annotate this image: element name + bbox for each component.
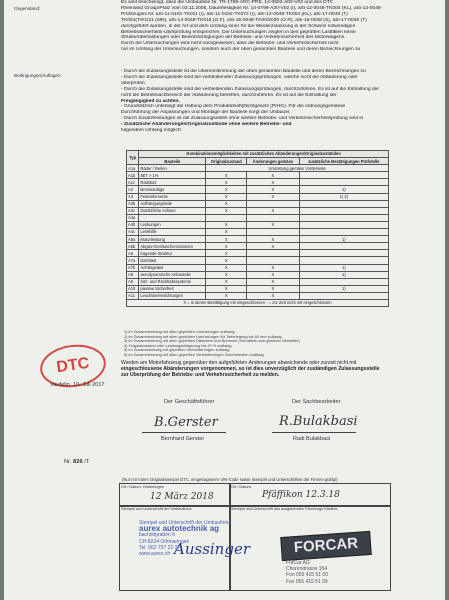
table-row bbox=[127, 221, 389, 228]
table-cell-zus: 1) bbox=[299, 271, 388, 278]
document-number: Nr. 826 /T bbox=[64, 459, 90, 465]
label-ort-datum-right: Ort / Datum: bbox=[231, 485, 252, 489]
table-cell-zus bbox=[299, 221, 388, 228]
table-row bbox=[127, 236, 389, 243]
table-cell-aend bbox=[247, 200, 299, 207]
table-cell-orig: X bbox=[206, 236, 247, 243]
place-date: Vaufelin, 10. Juli 2017 bbox=[50, 382, 105, 388]
table-row bbox=[127, 292, 389, 299]
signature-right: R.Bulakbasi bbox=[279, 414, 358, 429]
table-row bbox=[127, 172, 389, 179]
table-cell-typ: A1c bbox=[127, 179, 139, 186]
modifications-table bbox=[126, 150, 389, 307]
table-cell-bauteil: Lenkungen bbox=[139, 221, 206, 228]
table-cell-bauteil: Leuchten/einrichtungen bbox=[139, 292, 206, 299]
table-row bbox=[127, 186, 389, 193]
table-cell-typ: A5b bbox=[127, 243, 139, 250]
table-cell-bauteil: Abgas-/Geräuschemissionen bbox=[139, 243, 206, 250]
table-header-title: Kombinationsmöglichkeiten mit zusätzlichen Abänderungen/Originalzuständen bbox=[139, 151, 389, 158]
signature-line-right bbox=[272, 432, 356, 433]
aurex-stamp: Stempel und Unterschrift der Umbaufirma aurex autotechnik ag bachtelgraben 6 CH-8224 Othmaringen Tel. 062 797 22 27 www.aurex.ch bbox=[139, 520, 232, 558]
table-cell-bauteil: passive Sicherheit bbox=[139, 285, 206, 292]
table-cell-typ: A3b bbox=[127, 200, 139, 207]
table-cell-bauteil: tragende Struktur bbox=[139, 250, 206, 257]
table-row bbox=[127, 271, 389, 278]
table-cell-typ: A3c bbox=[127, 207, 139, 214]
table-cell-bauteil: Dachlast bbox=[139, 257, 206, 264]
table-cell-zus bbox=[299, 229, 388, 236]
table-cell-orig: X bbox=[206, 229, 247, 236]
table-cell-zus bbox=[299, 179, 388, 186]
table-cell-typ: A1b bbox=[127, 172, 139, 179]
table-row bbox=[127, 200, 389, 207]
table-row bbox=[127, 207, 389, 214]
table-cell-aend bbox=[247, 257, 299, 264]
table-header-originalzustand: Originalzustand bbox=[206, 158, 247, 165]
table-cell-orig bbox=[206, 214, 247, 221]
table-cell-typ: A2 bbox=[127, 186, 139, 193]
table-legend: X = in dieser Bestätigung mit eingeschlossen - = zur Zeit nicht mit eingeschlossen bbox=[127, 299, 389, 306]
table-cell-aend: X bbox=[247, 271, 299, 278]
table-cell-bauteil: aerodynamische Anbauteile bbox=[139, 271, 206, 278]
table-cell-zus bbox=[299, 172, 388, 179]
table-cell-aend bbox=[247, 229, 299, 236]
table-cell-zus bbox=[299, 292, 388, 299]
table-row bbox=[127, 285, 389, 292]
table-cell-orig: X bbox=[206, 257, 247, 264]
table-cell-bauteil: Anhängelast bbox=[139, 264, 206, 271]
table-cell-bauteil: äET > 1% bbox=[139, 172, 206, 179]
table-cell-aend bbox=[247, 214, 299, 221]
table-cell-aend: X bbox=[247, 179, 299, 186]
table-cell-typ: A7b bbox=[127, 264, 139, 271]
table-cell-aend: X bbox=[247, 207, 299, 214]
table-cell-aend: X bbox=[247, 221, 299, 228]
signature-line-left bbox=[142, 432, 226, 433]
table-header-zusaetzliche: zusätzliche Bestätigungen Prüfstelle bbox=[299, 158, 388, 165]
table-cell-orig: X bbox=[206, 285, 247, 292]
table-cell-typ: A4b bbox=[127, 221, 139, 228]
label-stempel-kunde: Stempel und Unterschrift des ausgebenden Fahrzeugs Käufers: bbox=[231, 507, 339, 511]
table-cell-bauteil: Bremsanlage bbox=[139, 186, 206, 193]
role-geschaeftsfuehrer: Der Geschäftsführer bbox=[164, 399, 215, 405]
table-cell-typ: A11 bbox=[127, 292, 139, 299]
table-cell-bauteil: Zusätzliche Achsen bbox=[139, 207, 206, 214]
table-cell-bauteil: Radstutz bbox=[139, 179, 206, 186]
table-cell-bauteil: Räder / Reifen bbox=[139, 165, 206, 172]
table-row bbox=[127, 257, 389, 264]
table-row bbox=[127, 214, 389, 221]
label-bedingungen: Bedingungen/Auflagen: bbox=[14, 73, 62, 78]
table-cell-zus: 1) 2) bbox=[299, 193, 388, 200]
table-cell-zus bbox=[299, 257, 388, 264]
table-cell-orig: X bbox=[206, 292, 247, 299]
table-cell-orig: X bbox=[206, 207, 247, 214]
table-row bbox=[127, 264, 389, 271]
table-cell-typ: A1a bbox=[127, 165, 139, 172]
table-cell-zus bbox=[299, 250, 388, 257]
table-cell-bauteil: Sitz- und Rückhaltesysteme bbox=[139, 278, 206, 285]
table-cell-typ: A4a bbox=[127, 214, 139, 221]
table-cell-bauteil: Motorleistung bbox=[139, 236, 206, 243]
table-cell-aend bbox=[247, 250, 299, 257]
table-legend-row bbox=[127, 299, 389, 306]
table-cell-orig: X bbox=[206, 264, 247, 271]
table-cell-typ: A7a bbox=[127, 257, 139, 264]
table-cell-aend: X bbox=[247, 236, 299, 243]
table-cell-aend: Umrüstung gemäss Vorderseite bbox=[206, 165, 389, 172]
table-cell-orig: X bbox=[206, 271, 247, 278]
table-cell-orig: X bbox=[206, 278, 247, 285]
table-cell-typ: A6 bbox=[127, 250, 139, 257]
table-row bbox=[127, 250, 389, 257]
table-cell-orig: X bbox=[206, 200, 247, 207]
table-cell-orig: X bbox=[206, 250, 247, 257]
table-cell-typ: A3 bbox=[127, 193, 139, 200]
table-cell-bauteil: Federelemente bbox=[139, 193, 206, 200]
warning-paragraph: Werden am Motorfahrzeug gegenüber den aufgeführten Änderungen abweichende oder zurzeit nicht mit eingeschlossene Abänderungen vorgenommen, so ist dies unverzüglich der zuständigen Zulassungsstelle zur Überprüfung der Betriebs- und Verkehrssicherheit zu melden. bbox=[121, 360, 380, 379]
document-page bbox=[4, 0, 445, 600]
table-cell-bauteil: Lenkhilfe bbox=[139, 229, 206, 236]
signature-aurex: Aussinger bbox=[174, 540, 250, 558]
table-row bbox=[127, 193, 389, 200]
table-cell-zus bbox=[299, 200, 388, 207]
name-left: Bernhard Gerster bbox=[161, 436, 205, 442]
table-cell-zus bbox=[299, 214, 388, 221]
table-cell-typ: A5a bbox=[127, 236, 139, 243]
label-gegenstand: Gegenstand: bbox=[14, 6, 41, 11]
table-cell-zus bbox=[299, 207, 388, 214]
role-sachbearbeiter: Der Sachbearbeiter bbox=[292, 399, 341, 405]
table-row bbox=[127, 179, 389, 186]
table-footnotes: 1) im Zusammenhang mit allen geprüften Umrüstungen zulässig 2) im Zusammenhang mit allen geprüften Umrüstungen für Tieferlegung bis 60 mm zulässig 3) im Zusammenhang mit allen geprüften Dämpfern und Bremsen (Verhältnis vom gleichen Hersteller) 4) Originalzustand oder Leistungssteigerung bis 20 % zulässig 5) im Zusammenhang mit geprüften Verbreiterungen zulässig 6) im Zusammenhang mit allen geprüften Verbreiterungen Zubehörteilen zulässig bbox=[124, 330, 300, 357]
table-cell-zus: 1) bbox=[299, 264, 388, 271]
original-note: (Nur mit rotem Originalstempel DTC, eingetragenem VIN-Code sowie Stempel und Unterschriften der Firmen gültig!) bbox=[122, 477, 338, 482]
table-cell-orig: X bbox=[206, 243, 247, 250]
table-cell-orig: X bbox=[206, 221, 247, 228]
forcar-stamp-details: ForCar AG Churerstrasse 154 Fon 055 415 51 00 Fax 055 415 51 09 bbox=[286, 560, 328, 585]
table-cell-aend: X bbox=[247, 172, 299, 179]
table-cell-aend: X bbox=[247, 278, 299, 285]
table-cell-orig: X bbox=[206, 193, 247, 200]
table-cell-zus bbox=[299, 278, 388, 285]
name-right: Radi Bulakbasi bbox=[293, 436, 331, 442]
table-cell-aend: X bbox=[247, 285, 299, 292]
table-row bbox=[127, 165, 389, 172]
table-cell-zus: 1) bbox=[299, 186, 388, 193]
table-cell-typ: A9 bbox=[127, 278, 139, 285]
table-cell-aend: X bbox=[247, 292, 299, 299]
table-header-typ: Typ bbox=[127, 151, 139, 165]
table-cell-typ: A4c bbox=[127, 229, 139, 236]
table-cell-orig: X bbox=[206, 186, 247, 193]
table-row bbox=[127, 243, 389, 250]
table-cell-aend: X bbox=[247, 186, 299, 193]
table-cell-typ: A10 bbox=[127, 285, 139, 292]
table-cell-bauteil bbox=[139, 214, 206, 221]
table-cell-typ: A8 bbox=[127, 271, 139, 278]
table-header-aenderungen: Änderungen gemäss bbox=[247, 158, 299, 165]
table-cell-orig: X bbox=[206, 179, 247, 186]
table-row bbox=[127, 229, 389, 236]
label-ort-datum-left: Ort / Datum: Ortmeringen bbox=[121, 485, 164, 489]
dtc-stamp: DTC bbox=[37, 341, 108, 392]
table-row bbox=[127, 278, 389, 285]
table-header-bauteile: Bauteile bbox=[139, 158, 206, 165]
signature-left: B.Gerster bbox=[154, 415, 218, 430]
table-cell-zus: 1) bbox=[299, 236, 388, 243]
table-cell-aend: X bbox=[247, 193, 299, 200]
table-cell-zus bbox=[299, 243, 388, 250]
label-stempel-umbau: Stempel und Unterschrift der Umbaufirma: bbox=[121, 507, 193, 511]
table-cell-bauteil: Aufhängungsteile bbox=[139, 200, 206, 207]
handwritten-date-left: 12 März 2018 bbox=[150, 492, 214, 502]
table-cell-aend: X bbox=[247, 243, 299, 250]
table-cell-orig: X bbox=[206, 172, 247, 179]
table-cell-aend: X bbox=[247, 264, 299, 271]
table-cell-zus: 1) bbox=[299, 285, 388, 292]
conditions-list: - Durch die Zulassungsstelle ist die Übereinstimmung der oben genannten Bauteile und deren Bezeichnungen zu - Durch die Zulassungsstelle sind die verbleibenden Zulassungsprüfungen, welche nicht die Abänderung oder überprüfen. - Durch die Zulassungsstelle sind die verbleibenden Zulassungsprüfungen, durchzuführen. Es ist auf die Einhaltung der nicht die Betriebsachbereich der Abänderung betreffen, durchzuführen. Es ist auf die Einhaltung der Freigängigkeit zu achten. - Grundsätzlich unterliegt die Haftung dem Produktehaftpflichtgesetz (PrHG). Für die ordnungsgemässe Durchführung der Anpassungen und Montage der Bauteile sorgt der Umbauer. - Durch Zusatzleistungen ist die Zulassungsstelle ohne weitere Betriebs- und Verkehrssicherheitsprüfung sind in - Zusätzliche Abänderungen/Originalzustände ohne weitere Betriebs- und folgendem Umfang möglich: bbox=[121, 69, 380, 134]
handwritten-date-right: Pfäffikon 12.3.18 bbox=[262, 490, 340, 500]
intro-paragraph: Es wird bescheinigt, dass die Umbauteile Nr. TR-1799-ARC-PRE, 14-0602-A00-V02 und des DTC Rheinland Group/Pfalz vom 03.11.2006, Dauerfestigkeit Nr. 14-0799-A30-V02 (I), aSi-12-0048-TK004 (KL), aSi-13-0048- Prüfzeugnis Nr. aSi-11-0102-TK011 (I), aSi-11-0102-TK072 (I), aSi-12-0048-TK004 (KL), aSi-17-0048 (T) TK001(T/KO21 (MN), aSi-14-0048-TK018 (O.F), aSi-15-0048-TK003/030 (O.R), aSi-16-0048 (S), aSi-17-0048 (T) durchgeführt wurden, in der Art und dem Umfang einer für die Wiederzulassung in der Schweiz notwendigen Betriebssicherheits-Überprüfung entsprechen. Die Untersuchungen zeigten in den geprüften Lastfällen keine Strukturüberlastungen oder Beeinträchtigungen der Betriebs- und Verkehrssicherheit des Motorwagens. Durch die Untersuchungen wird nicht nachgewiesen, dass die Betriebs- und Verkehrssicherheit nicht nur im Umfang der Untersuchungen, sondern auch der oben genannten Bauteile und deren Bezeichnungen zu bbox=[121, 0, 383, 53]
forcar-stamp-logo: FORCAR bbox=[280, 531, 371, 561]
